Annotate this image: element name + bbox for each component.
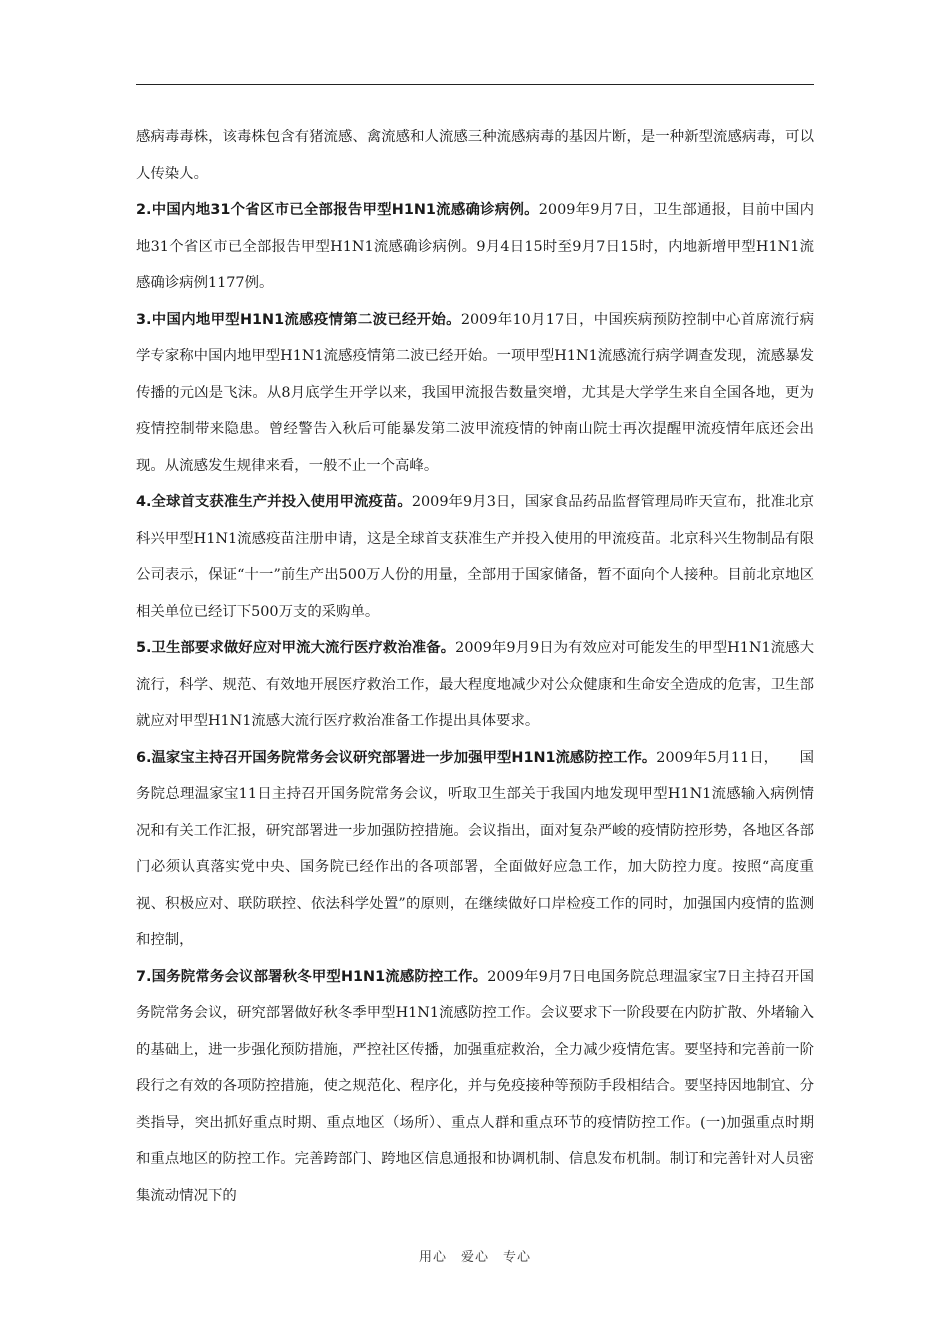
news-item-4 <box>136 484 814 630</box>
item-heading: 7.国务院常务会议部署秋冬甲型H1N1流感防控工作。 <box>136 968 488 985</box>
item-body: 2009年9月9日为有效应对可能发生的甲型H1N1流感大流行，科学、规范、有效地开展医疗救治工作，最大程度地减少对公众健康和生命安全造成的危害，卫生部就应对甲型H1N1流感大流行医疗救治准备工作提出具体要求。 <box>136 640 815 729</box>
page-footer: 用心 爱心 专心 <box>418 1250 531 1265</box>
header-rule <box>136 84 814 85</box>
document-body <box>136 119 814 1214</box>
news-item-3 <box>136 302 814 485</box>
item-body: 2009年9月7日电国务院总理温家宝7日主持召开国务院常务会议，研究部署做好秋冬季甲型H1N1流感防控工作。会议要求下一阶段要在内防扩散、外堵输入的基础上，进一步强化预防措施，严控社区传播，加强重症救治，全力减少疫情危害。要坚持和完善前一阶段行之有效的各项防控措施，使之规范化、程序化，并与免疫接种等预防手段相结合。要坚持因地制宜、分类指导，突出抓好重点时期、重点地区（场所）、重点人群和重点环节的疫情防控工作。(一)加强重点时期和重点地区的防控工作。完善跨部门、跨地区信息通报和协调机制、信息发布机制。制订和完善针对人员密集流动情况下的 <box>136 968 814 1204</box>
news-item-6 <box>136 740 814 959</box>
item-body: 2009年9月7日，卫生部通报，目前中国内地31个省区市已全部报告甲型H1N1流感确诊病例。9月4日15时至9月7日15时，内地新增甲型H1N1流感确诊病例1177例。 <box>136 202 815 291</box>
item-body: 2009年5月11日， 国务院总理温家宝11日主持召开国务院常务会议，听取卫生部关于我国内地发现甲型H1N1流感输入病例情况和有关工作汇报，研究部署进一步加强防控措施。会议指出，面对复杂严峻的疫情防控形势，各地区各部门必须认真落实党中央、国务院已经作出的各项部署，全面做好应急工作，加大防控力度。按照“高度重视、积极应对、联防联控、依法科学处置”的原则，在继续做好口岸检疫工作的同时，加强国内疫情的监测和控制， <box>136 749 814 948</box>
item-body: 2009年10月17日，中国疾病预防控制中心首席流行病学专家称中国内地甲型H1N1流感疫情第二波已经开始。一项甲型H1N1流感流行病学调查发现，流感暴发传播的元凶是飞沫。从8月底学生开学以来，我国甲流报告数量突增，尤其是大学学生来自全国各地，更为疫情控制带来隐患。曾经警告入秋后可能暴发第二波甲流疫情的钟南山院士再次提醒甲流疫情年底还会出现。从流感发生规律来看，一般不止一个高峰。 <box>136 311 814 474</box>
item-body: 2009年9月3日，国家食品药品监督管理局昨天宣布，批准北京科兴甲型H1N1流感疫苗注册申请，这是全球首支获准生产并投入使用的甲流疫苗。北京科兴生物制品有限公司表示，保证“十一”前生产出500万人份的用量，全部用于国家储备，暂不面向个人接种。目前北京地区相关单位已经订下500万支的采购单。 <box>136 494 815 620</box>
item-heading: 2.中国内地31个省区市已全部报告甲型H1N1流感确诊病例。 <box>136 202 539 218</box>
item-heading: 6.温家宝主持召开国务院常务会议研究部署进一步加强甲型H1N1流感防控工作。 <box>136 749 657 766</box>
intro-paragraph: 感病毒毒株，该毒株包含有猪流感、禽流感和人流感三种流感病毒的基因片断，是一种新型流感病毒，可以人传染人。 <box>136 129 814 182</box>
item-heading: 4.全球首支获准生产并投入使用甲流疫苗。 <box>136 494 412 510</box>
news-item-7 <box>136 959 814 1215</box>
news-item-2 <box>136 192 814 302</box>
item-heading: 5.卫生部要求做好应对甲流大流行医疗救治准备。 <box>136 640 456 656</box>
news-item-5 <box>136 630 814 740</box>
item-heading: 3.中国内地甲型H1N1流感疫情第二波已经开始。 <box>136 311 461 328</box>
